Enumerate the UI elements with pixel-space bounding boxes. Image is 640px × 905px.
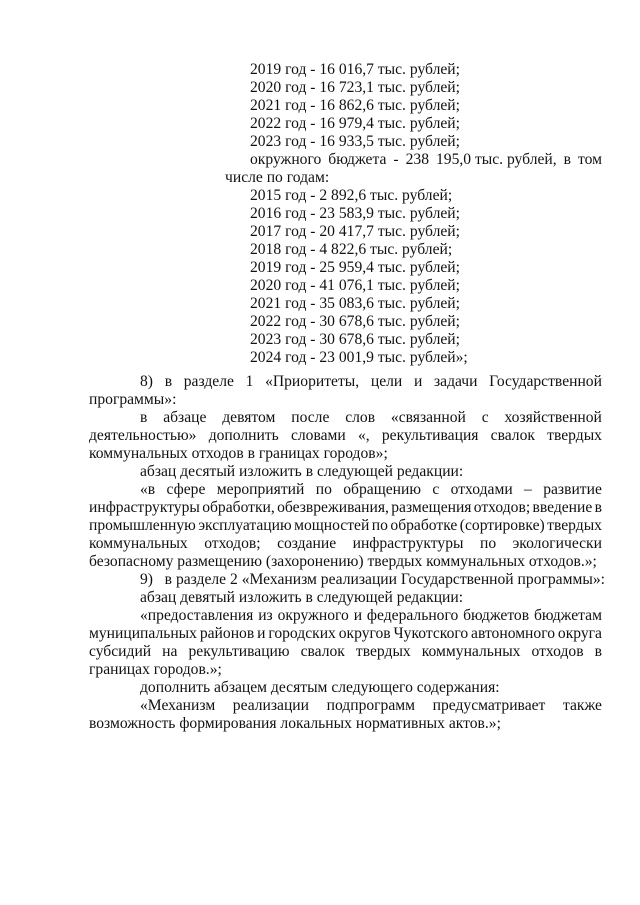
district-year-2023: 2023 год - 30 678,6 тыс. рублей; (250, 331, 460, 348)
district-year-2017: 2017 год - 20 417,7 тыс. рублей; (250, 223, 460, 240)
district-budget-intro-cont: числе по годам: (225, 169, 330, 186)
federal-year-2022: 2022 год - 16 979,4 тыс. рублей; (250, 115, 460, 132)
federal-year-2020: 2020 год - 16 723,1 тыс. рублей; (250, 79, 460, 96)
district-year-2024: 2024 год - 23 001,9 тыс. рублей»; (250, 349, 468, 366)
federal-year-2023: 2023 год - 16 933,5 тыс. рублей; (250, 133, 460, 150)
district-year-2015: 2015 год - 2 892,6 тыс. рублей; (250, 187, 453, 204)
item-8-quote-line5: безопасному размещению (захоронению) твердых коммунальных отходов.»; (89, 553, 597, 570)
item-9-para1: абзац девятый изложить в следующей редакции: (140, 589, 464, 606)
item-9-quote-line3: субсидий на рекультивацию свалок твердых коммунальных отходов в (89, 643, 602, 660)
item-8-quote-line3: промышленную эксплуатацию мощностей по обработке (сортировке) твердых (89, 517, 602, 534)
item-8-para1-line3: коммунальных отходов в границах городов»; (89, 445, 388, 462)
item-8-para2: абзац десятый изложить в следующей редакции: (140, 463, 464, 480)
item-8-para1-line1: в абзаце девятом после слов «связанной с хозяйственной (140, 409, 602, 426)
district-year-2018: 2018 год - 4 822,6 тыс. рублей; (250, 241, 453, 258)
federal-year-2021: 2021 год - 16 862,6 тыс. рублей; (250, 97, 460, 114)
item-9-heading: 9) в разделе 2 «Механизм реализации Государственной программы»: (140, 571, 605, 588)
district-year-2019: 2019 год - 25 959,4 тыс. рублей; (250, 259, 460, 276)
district-year-2020: 2020 год - 41 076,1 тыс. рублей; (250, 277, 460, 294)
district-year-2016: 2016 год - 23 583,9 тыс. рублей; (250, 205, 460, 222)
item-8-quote-line1: «в сфере мероприятий по обращению с отходами – развитие (140, 481, 602, 498)
district-year-2022: 2022 год - 30 678,6 тыс. рублей; (250, 313, 460, 330)
item-9-quote2-line2: возможность формирования локальных нормативных актов.»; (89, 715, 501, 732)
federal-year-2019: 2019 год - 16 016,7 тыс. рублей; (250, 61, 460, 78)
item-9-quote-line4: границах городов.»; (89, 661, 222, 678)
item-8-para1-line2: деятельностью» дополнить словами «, рекультивация свалок твердых (89, 427, 602, 444)
item-8-heading: 8) в разделе 1 «Приоритеты, цели и задачи Государственной (140, 373, 602, 390)
item-8-quote-line2: инфраструктуры обработки, обезвреживания, размещения отходов; введение в (89, 499, 602, 516)
district-year-2021: 2021 год - 35 083,6 тыс. рублей; (250, 295, 460, 312)
district-budget-intro: окружного бюджета - 238 195,0 тыс. рублей, в том (250, 151, 602, 168)
item-9-quote-line1: «предоставления из окружного и федерального бюджетов бюджетам (140, 607, 602, 624)
item-9-quote-line2: муниципальных районов и городских округов Чукотского автономного округа (89, 625, 602, 642)
item-9-para2: дополнить абзацем десятым следующего содержания: (140, 679, 500, 696)
item-9-quote2-line1: «Механизм реализации подпрограмм предусматривает также (140, 697, 602, 714)
item-8-heading-cont: программы»: (89, 391, 177, 408)
item-8-quote-line4: коммунальных отходов; создание инфраструктуры по экологически (89, 535, 602, 552)
